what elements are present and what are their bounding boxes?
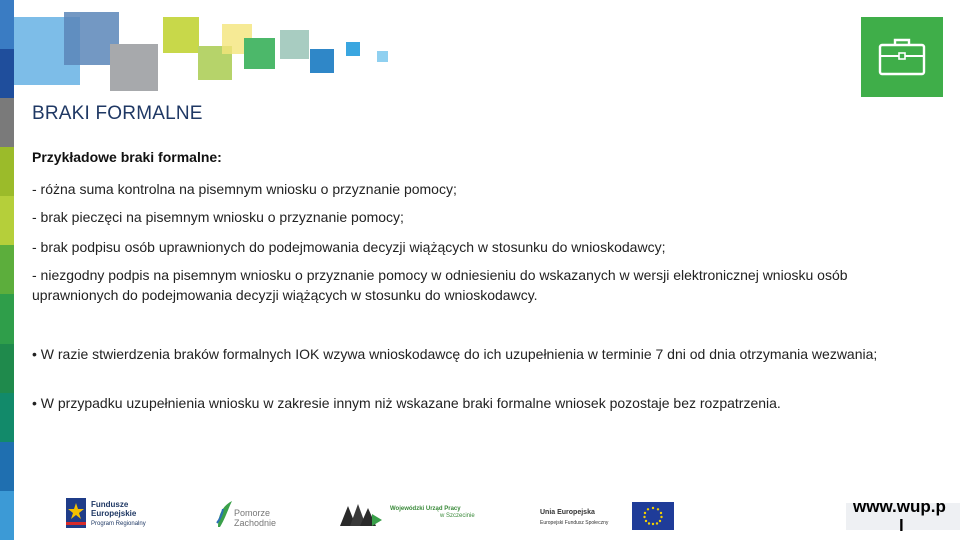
briefcase-tile bbox=[861, 17, 943, 97]
stripe-segment bbox=[0, 294, 14, 343]
wup-logo-line: w Szczecinie bbox=[440, 513, 475, 519]
briefcase-icon bbox=[878, 36, 926, 76]
fe-star-icon bbox=[64, 496, 88, 530]
stripe-segment bbox=[0, 393, 14, 442]
website-url-continuation[interactable]: l bbox=[899, 516, 904, 535]
decor-square bbox=[163, 17, 199, 53]
pomorze-zachodnie-logo bbox=[214, 499, 284, 531]
stripe-segment bbox=[0, 49, 14, 98]
section-subtitle: Przykładowe braki formalne: bbox=[32, 149, 222, 165]
unia-europejska-logo bbox=[540, 502, 674, 532]
decor-square bbox=[346, 42, 360, 56]
fe-logo-line: Program Regionalny bbox=[91, 521, 146, 527]
pomorze-leaf-icon bbox=[214, 499, 234, 529]
ue-logo-line: Unia Europejska bbox=[540, 509, 595, 516]
decor-square bbox=[110, 44, 158, 91]
stripe-segment bbox=[0, 491, 14, 540]
bullet-item: • W razie stwierdzenia braków formalnych IOK wzywa wnioskodawcę do ich uzupełnienia w terminie 7 dni od dnia otrzymania wezwania; bbox=[32, 346, 878, 362]
stripe-segment bbox=[0, 245, 14, 294]
list-item: - niezgodny podpis na pisemnym wniosku o przyznanie pomocy w odniesieniu do wskazanych w wersji elektronicznej wniosku osób uprawnionych do podejmowania decyzji wiążących w stosunku do wnioskodawcy. bbox=[32, 267, 848, 303]
fe-logo-line: Europejskie bbox=[91, 509, 137, 518]
list-item: - brak pieczęci na pisemnym wniosku o przyznanie pomocy; bbox=[32, 209, 404, 225]
fe-logo-line: Fundusze bbox=[91, 500, 129, 509]
wup-logo-line: Wojewódzki Urząd Pracy bbox=[390, 506, 461, 512]
fundusze-europejskie-logo bbox=[64, 496, 164, 532]
bullet-item: • W przypadku uzupełnienia wniosku w zakresie innym niż wskazane braki formalne wniosek pozostaje bez rozpatrzenia. bbox=[32, 395, 781, 411]
decor-square bbox=[310, 49, 334, 73]
list-item: - różna suma kontrolna na pisemnym wniosku o przyznanie pomocy; bbox=[32, 181, 457, 197]
stripe-segment bbox=[0, 98, 14, 147]
eu-flag-icon bbox=[632, 502, 674, 530]
stripe-segment bbox=[0, 344, 14, 393]
page-title: BRAKI FORMALNE bbox=[32, 103, 203, 124]
list-item: - brak podpisu osób uprawnionych do podejmowania decyzji wiążących w stosunku do wnioskodawcy; bbox=[32, 239, 666, 255]
pomorze-logo-line: Zachodnie bbox=[234, 518, 277, 528]
left-color-stripe bbox=[0, 0, 14, 540]
pomorze-logo-line: Pomorze bbox=[234, 508, 271, 518]
decor-square bbox=[377, 51, 388, 62]
stripe-segment bbox=[0, 147, 14, 196]
ue-logo-line: Europejski Fundusz Społeczny bbox=[540, 520, 609, 526]
decor-square bbox=[244, 38, 275, 69]
stripe-segment bbox=[0, 196, 14, 245]
decor-square bbox=[280, 30, 309, 59]
stripe-segment bbox=[0, 0, 14, 49]
wup-logo bbox=[338, 500, 483, 530]
website-url[interactable]: www.wup.p bbox=[853, 497, 946, 516]
stripe-segment bbox=[0, 442, 14, 491]
wup-building-icon bbox=[338, 500, 384, 528]
